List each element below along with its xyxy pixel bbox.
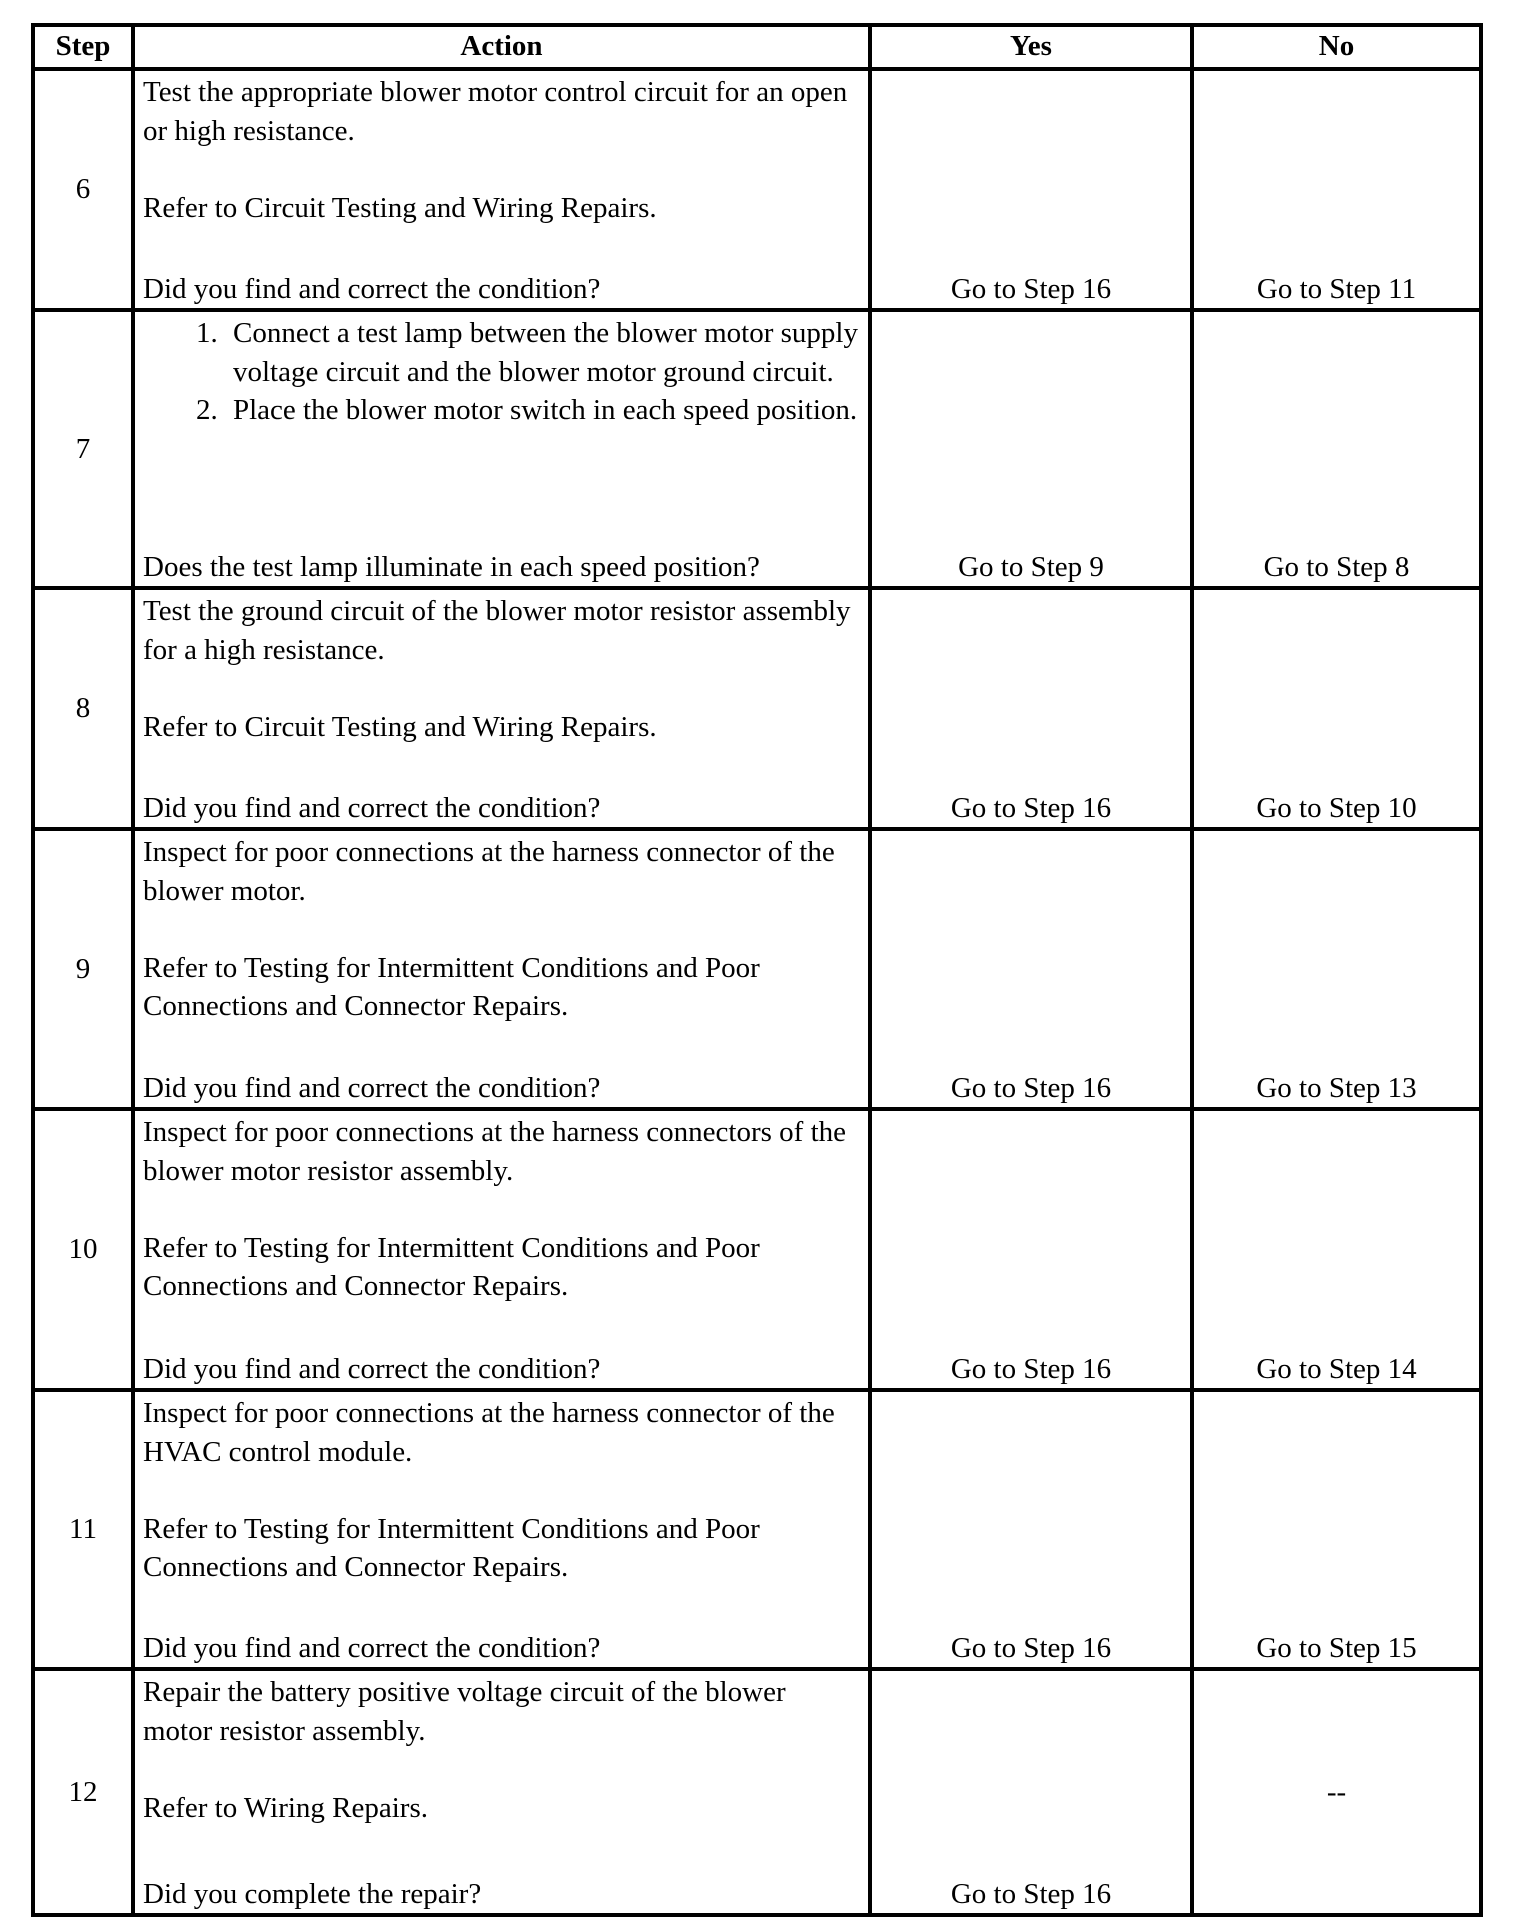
table-row <box>33 310 1481 588</box>
header-row <box>33 25 1481 69</box>
yes-result: Go to Step 16 <box>870 69 1192 310</box>
table-row <box>33 69 1481 310</box>
step-number: 6 <box>33 69 133 310</box>
table-row <box>33 1390 1481 1669</box>
header-step: Step <box>33 25 133 69</box>
action-question: Did you find and correct the condition? <box>143 1071 601 1104</box>
action-step-item: 2. Place the blower motor switch in each speed position. <box>225 391 860 430</box>
header-yes: Yes <box>870 25 1192 69</box>
action-cell <box>133 588 870 829</box>
action-text: Inspect for poor connections at the harness connector of the HVAC control module. <box>143 1397 835 1468</box>
yes-result: Go to Step 16 <box>870 1390 1192 1669</box>
action-cell <box>133 69 870 310</box>
action-text: Refer to Testing for Intermittent Conditions and Poor Connections and Connector Repairs. <box>143 951 760 1022</box>
yes-result: Go to Step 16 <box>870 1109 1192 1390</box>
no-result: Go to Step 11 <box>1192 69 1481 310</box>
no-result: Go to Step 13 <box>1192 829 1481 1109</box>
action-question: Did you find and correct the condition? <box>143 1352 601 1385</box>
action-text: Test the ground circuit of the blower motor resistor assembly for a high resistance. <box>143 595 851 666</box>
action-question: Did you find and correct the condition? <box>143 1631 601 1664</box>
header-action: Action <box>133 25 870 69</box>
action-step-item: 1. Connect a test lamp between the blower motor supply voltage circuit and the blower motor ground circuit. <box>225 314 860 391</box>
yes-result: Go to Step 16 <box>870 829 1192 1109</box>
action-cell <box>133 1669 870 1915</box>
action-cell <box>133 1390 870 1669</box>
action-text: Inspect for poor connections at the harness connector of the blower motor. <box>143 836 835 907</box>
table-row <box>33 829 1481 1109</box>
action-cell <box>133 1109 870 1390</box>
action-text: Refer to Testing for Intermittent Conditions and Poor Connections and Connector Repairs. <box>143 1512 760 1583</box>
no-result: Go to Step 10 <box>1192 588 1481 829</box>
action-text: Refer to Testing for Intermittent Conditions and Poor Connections and Connector Repairs. <box>143 1231 760 1302</box>
action-text: Refer to Wiring Repairs. <box>143 1791 429 1824</box>
action-text: Repair the battery positive voltage circuit of the blower motor resistor assembly. <box>143 1676 786 1747</box>
yes-result: Go to Step 16 <box>870 588 1192 829</box>
no-result: -- <box>1192 1669 1481 1915</box>
table-row <box>33 1109 1481 1390</box>
action-question: Did you find and correct the condition? <box>143 791 601 824</box>
action-question: Does the test lamp illuminate in each speed position? <box>143 550 760 583</box>
action-text: Inspect for poor connections at the harness connectors of the blower motor resistor assembly. <box>143 1116 847 1187</box>
action-question: Did you find and correct the condition? <box>143 272 601 305</box>
action-question: Did you complete the repair? <box>143 1877 482 1910</box>
yes-result: Go to Step 16 <box>870 1669 1192 1915</box>
action-text: Test the appropriate blower motor control circuit for an open or high resistance. <box>143 76 848 147</box>
step-number: 11 <box>33 1390 133 1669</box>
header-no: No <box>1192 25 1481 69</box>
table-row <box>33 588 1481 829</box>
step-number: 9 <box>33 829 133 1109</box>
table-row <box>33 1669 1481 1915</box>
step-number: 12 <box>33 1669 133 1915</box>
step-number: 8 <box>33 588 133 829</box>
no-result: Go to Step 8 <box>1192 310 1481 588</box>
no-result: Go to Step 15 <box>1192 1390 1481 1669</box>
step-number: 10 <box>33 1109 133 1390</box>
action-steps-list <box>143 314 860 430</box>
action-cell <box>133 829 870 1109</box>
yes-result: Go to Step 9 <box>870 310 1192 588</box>
diagnostic-table <box>31 23 1483 1917</box>
action-text: Refer to Circuit Testing and Wiring Repairs. <box>143 710 657 743</box>
action-cell <box>133 310 870 588</box>
action-text: Refer to Circuit Testing and Wiring Repairs. <box>143 191 657 224</box>
step-number: 7 <box>33 310 133 588</box>
no-result: Go to Step 14 <box>1192 1109 1481 1390</box>
